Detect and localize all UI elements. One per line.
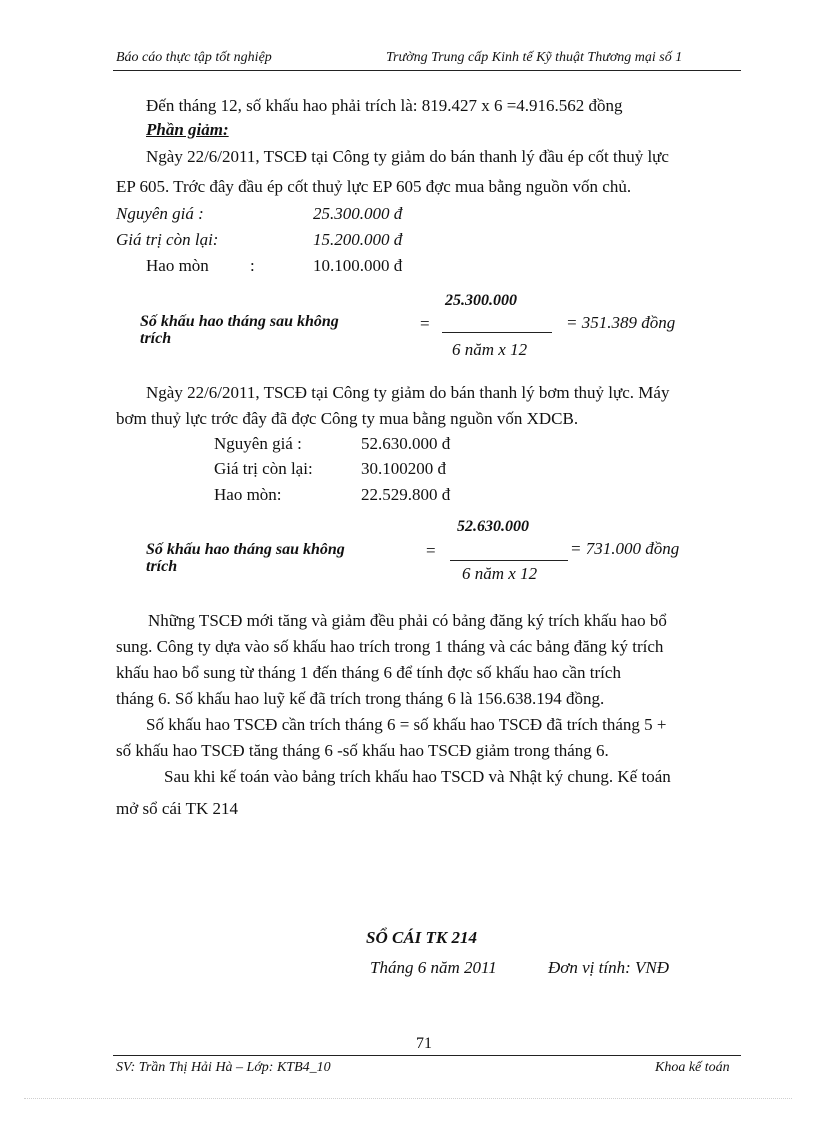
giam2-hao-mon-label: Hao mòn: [214, 485, 282, 504]
para-formula-line1: Số khấu hao TSCĐ cần trích tháng 6 = số khấu hao TSCĐ đã trích tháng 5 + [146, 715, 667, 734]
para-tscd-line3: khấu hao bổ sung từ tháng 1 đến tháng 6 để tính đợc số khấu hao cần trích [116, 663, 621, 682]
formula2-result: = 731.000 đồng [570, 539, 680, 558]
giam2-nguyen-gia-label: Nguyên giá : [214, 434, 302, 453]
giam1-hao-mon-label: Hao mòn [146, 256, 209, 275]
para-sau-khi-line2: mở sổ cái TK 214 [116, 799, 238, 818]
para-thang12: Đến tháng 12, số khấu hao phải trích là: 819.427 x 6 =4.916.562 đồng [146, 96, 623, 115]
para-sau-khi-line1: Sau khi kế toán vào bảng trích khấu hao TSCD và Nhật ký chung. Kế toán [164, 767, 671, 786]
header-rule [113, 70, 741, 71]
giam1-gia-tri-con-lai-label: Giá trị còn lại: [116, 230, 219, 249]
giam1-hao-mon-value: 10.100.000 đ [313, 256, 403, 275]
formula2-numerator: 52.630.000 [457, 518, 529, 535]
page-number: 71 [416, 1035, 432, 1052]
giam2-line2: bơm thuỷ lực trớc đây đã đợc Công ty mua bằng nguồn vốn XDCB. [116, 409, 579, 428]
para-tscd-line1: Những TSCĐ mới tăng và giảm đều phải có bảng đăng ký trích khấu hao bổ [148, 611, 667, 630]
formula2-eq: = [426, 541, 436, 560]
giam1-nguyen-gia-value: 25.300.000 đ [313, 204, 403, 223]
formula2-fraction-bar [450, 560, 568, 561]
giam1-line2: EP 605. Trớc đây đầu ép cốt thuỷ lực EP 605 đợc mua bằng nguồn vốn chủ. [116, 177, 632, 196]
giam1-hao-mon-colon: : [250, 256, 255, 275]
giam2-gia-tri-con-lai-label: Giá trị còn lại: [214, 459, 313, 478]
footer-right: Khoa kế toán [655, 1060, 730, 1075]
header-right: Trường Trung cấp Kinh tế Kỹ thuật Thương mại số 1 [386, 50, 683, 65]
footer-rule [113, 1055, 741, 1056]
so-cai-thang: Tháng 6 năm 2011 [370, 958, 497, 977]
giam1-nguyen-gia-label: Nguyên giá : [116, 204, 204, 223]
formula1-label-line1: Số khấu hao tháng sau không [140, 313, 339, 330]
giam2-hao-mon-value: 22.529.800 đ [361, 485, 451, 504]
formula1-label-line2: trích [140, 330, 172, 347]
giam2-gia-tri-con-lai-value: 30.100200 đ [361, 459, 446, 478]
formula1-fraction-bar [442, 332, 552, 333]
giam1-line1: Ngày 22/6/2011, TSCĐ tại Công ty giảm do bán thanh lý đầu ép cốt thuỷ lực [146, 147, 669, 166]
formula2-label-line1: Số khấu hao tháng sau không [146, 541, 345, 558]
so-cai-don-vi: Đơn vị tính: VNĐ [548, 958, 669, 977]
formula2-denominator: 6 năm x 12 [462, 564, 538, 583]
formula1-denominator: 6 năm x 12 [452, 340, 528, 359]
formula1-result: = 351.389 đồng [566, 313, 676, 332]
formula2-label-line2: trích [146, 558, 178, 575]
page-bottom-dotted-border [24, 1098, 792, 1099]
formula1-eq: = [420, 314, 430, 333]
header-left: Báo cáo thực tập tốt nghiệp [116, 50, 272, 65]
giam2-nguyen-gia-value: 52.630.000 đ [361, 434, 451, 453]
so-cai-title: SỔ CÁI TK 214 [366, 928, 477, 947]
giam2-line1: Ngày 22/6/2011, TSCĐ tại Công ty giảm do bán thanh lý bơm thuỷ lực. Máy [146, 383, 670, 402]
footer-left: SV: Trần Thị Hải Hà – Lớp: KTB4_10 [116, 1060, 331, 1075]
para-formula-line2: số khấu hao TSCĐ tăng tháng 6 -số khấu hao TSCĐ giảm trong tháng 6. [116, 741, 609, 760]
giam1-gia-tri-con-lai-value: 15.200.000 đ [313, 230, 403, 249]
para-tscd-line4: tháng 6. Số khấu hao luỹ kế đã trích trong tháng 6 là 156.638.194 đồng. [116, 689, 605, 708]
phan-giam-title: Phần giảm: [146, 120, 229, 139]
formula1-numerator: 25.300.000 [445, 292, 517, 309]
para-tscd-line2: sung. Công ty dựa vào số khấu hao trích trong 1 tháng và các bảng đăng ký trích [116, 637, 664, 656]
